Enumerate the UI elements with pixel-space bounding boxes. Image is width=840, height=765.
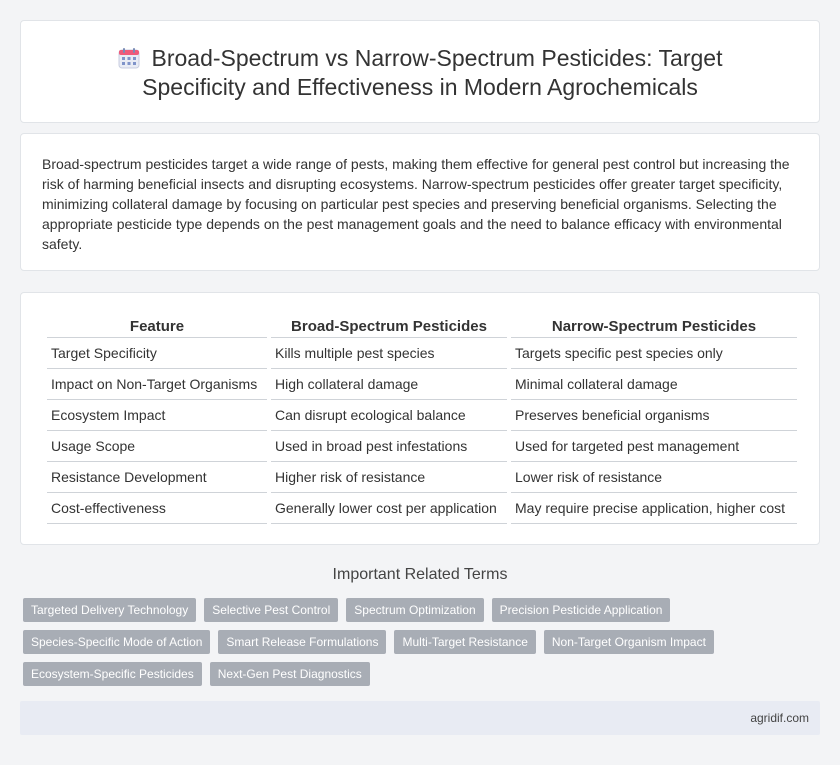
header-broad: Broad-Spectrum Pesticides <box>271 317 507 338</box>
related-term-tag[interactable]: Spectrum Optimization <box>346 598 483 622</box>
header-feature: Feature <box>47 317 267 338</box>
summary-card <box>20 133 820 271</box>
cell-broad: Kills multiple pest species <box>271 338 507 369</box>
cell-narrow: May require precise application, higher cost <box>511 493 797 524</box>
table-header-row <box>47 317 797 338</box>
cell-broad: Higher risk of resistance <box>271 462 507 493</box>
related-terms-list <box>23 598 813 686</box>
related-term-tag[interactable]: Next-Gen Pest Diagnostics <box>210 662 370 686</box>
comparison-card <box>20 292 820 545</box>
related-term-tag[interactable]: Ecosystem-Specific Pesticides <box>23 662 202 686</box>
table-row <box>47 400 797 431</box>
table-row <box>47 462 797 493</box>
related-term-tag[interactable]: Targeted Delivery Technology <box>23 598 196 622</box>
table-row <box>47 431 797 462</box>
related-term-tag[interactable]: Selective Pest Control <box>204 598 338 622</box>
cell-narrow: Lower risk of resistance <box>511 462 797 493</box>
title-line-1: Broad-Spectrum vs Narrow-Spectrum Pesticides: Target <box>151 45 723 71</box>
cell-broad: High collateral damage <box>271 369 507 400</box>
footer <box>20 701 820 735</box>
cell-feature: Cost-effectiveness <box>47 493 267 524</box>
related-term-tag[interactable]: Non-Target Organism Impact <box>544 630 714 654</box>
calendar-icon <box>118 47 140 69</box>
table-row <box>47 493 797 524</box>
cell-broad: Used in broad pest infestations <box>271 431 507 462</box>
header-narrow: Narrow-Spectrum Pesticides <box>511 317 797 338</box>
cell-broad: Generally lower cost per application <box>271 493 507 524</box>
related-term-tag[interactable]: Multi-Target Resistance <box>394 630 535 654</box>
cell-feature: Resistance Development <box>47 462 267 493</box>
cell-narrow: Minimal collateral damage <box>511 369 797 400</box>
table-row <box>47 338 797 369</box>
title-line-2: Specificity and Effectiveness in Modern Agrochemicals <box>142 74 698 100</box>
page-title <box>21 44 819 102</box>
comparison-table <box>43 317 801 524</box>
cell-feature: Ecosystem Impact <box>47 400 267 431</box>
related-term-tag[interactable]: Smart Release Formulations <box>218 630 386 654</box>
title-card <box>20 20 820 123</box>
related-term-tag[interactable]: Species-Specific Mode of Action <box>23 630 210 654</box>
cell-feature: Impact on Non-Target Organisms <box>47 369 267 400</box>
cell-broad: Can disrupt ecological balance <box>271 400 507 431</box>
cell-feature: Usage Scope <box>47 431 267 462</box>
related-terms-heading: Important Related Terms <box>332 566 508 583</box>
cell-narrow: Used for targeted pest management <box>511 431 797 462</box>
cell-feature: Target Specificity <box>47 338 267 369</box>
cell-narrow: Preserves beneficial organisms <box>511 400 797 431</box>
table-row <box>47 369 797 400</box>
cell-narrow: Targets specific pest species only <box>511 338 797 369</box>
summary-text: Broad-spectrum pesticides target a wide range of pests, making them effective for general pest control but increasing the risk of harming beneficial insects and disrupting ecosystems. Narrow-spectrum pesticides offer greater target specificity, minimizing collateral damage by focusing on particular pest species and preserving beneficial organisms. Selecting the appropriate pesticide type depends on the pest management goals and the need to balance efficacy with environmental safety. <box>42 156 790 252</box>
footer-site-link[interactable]: agridif.com <box>750 711 809 725</box>
related-term-tag[interactable]: Precision Pesticide Application <box>492 598 671 622</box>
